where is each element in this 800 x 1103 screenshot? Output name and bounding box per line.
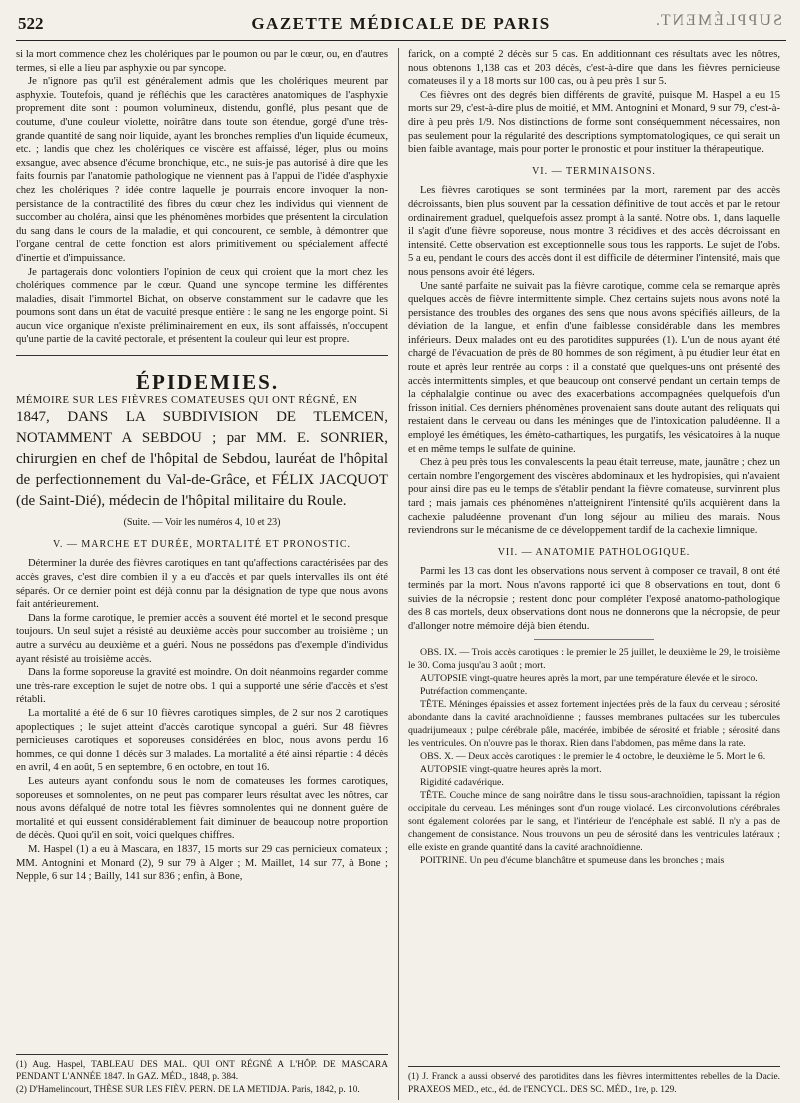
observation: AUTOPSIE vingt-quatre heures après la mort, par une température élevée et le siroco. bbox=[420, 673, 758, 685]
page-number: 522 bbox=[18, 14, 44, 33]
paragraph: Une santé parfaite ne suivait pas la fièvre carotique, comme cela se remarque après quelques accès de fièvre intermittente simple. Chez certains sujets nous avons noté la persistance des troubles des organes des sens que nous avons spécifiés ailleurs, de la déviation de la langue, et enfin d'une faiblesse considérable dans les membres inférieurs. Deux malades ont eu des parotidites suppurées (1). L'un de nous ayant été chargé de l'évacuation de près de 80 hommes de son régiment, à pu étudier leur état en route et après leur rentrée au corps : il a constaté que quelques-uns ont présenté des accès intermittents simples, et que beaucoup ont conservé pendant un certain temps de la céphalalgie continue ou avec des exacerbations accompagnées quelquefois d'un frisson initial. Ces derniers phénomènes provenaient sans doute autant des reliquats qui restaient dans le cerveau ou dans les méninges que de l'intoxication paludéenne. Il a employé les émétiques, les émèto-cathartiques, les purgatifs, les vésicatoires à la nuque et en même temps le sulfate de quinine. bbox=[408, 280, 780, 455]
bleed-through-text: SUPPLÉMENT. bbox=[654, 12, 782, 29]
paragraph: Parmi les 13 cas dont les observations nous servent à composer ce travail, 8 ont été terminés par la mort. Nous n'avons rapporté ici que 8 observations en tout, dont 6 suivies de la nécropsie ; restent donc pour compléter l'exposé anatomo-pathologique des 8 cas mortels, deux observations dont nous ne donnerons que la nécropsie, de peur d'allonger notre mémoire déjà bien étendu. bbox=[408, 566, 780, 632]
paragraph: Les fièvres carotiques se sont terminées par la mort, rarement par des accès décroissants, bien plus souvent par la cessation définitive de tout accès et par le retour ordinairement graduel, quelquefois assez prompt à la santé. Notre obs. 1, dans laquelle il s'agit d'une fièvre soporeuse, nous montre 3 récidives et des accès décroissant en intensité. Cette observation est exceptionnelle sous tous les rapports. Le sujet de l'obs. 5 a eu, pendant le cours des accès dont il est difficile de déterminer l'intensité, mais que nous pensons avoir été légers. bbox=[408, 185, 780, 278]
observation: OBS. IX. — Trois accès carotiques : le premier le 25 juillet, le deuxième le 29, le troisième le 30. Coma jusqu'au 3 août ; mort. bbox=[408, 647, 780, 672]
footnotes bbox=[16, 1054, 388, 1096]
article-title: MÉMOIRE SUR LES FIÈVRES COMATEUSES QUI ONT RÉGNÉ, EN bbox=[16, 394, 358, 406]
footnote: (1) Aug. Haspel, TABLEAU DES MAL. QUI ONT RÉGNÉ A L'HÔP. DE MASCARA PENDANT L'ANNÉE 1847. In GAZ. MÉD., 1848, p. 384. bbox=[16, 1059, 388, 1083]
right-column bbox=[408, 48, 780, 1100]
journal-title: GAZETTE MÉDICALE DE PARIS bbox=[251, 14, 551, 33]
continuation-note: (Suite. — Voir les numéros 4, 10 et 23) bbox=[123, 517, 281, 529]
paragraph: Je n'ignore pas qu'il est généralement admis que les cholériques meurent par asphyxie. Toutefois, quand je réfléchis que les caractères anatomiques de l'asphyxie proprement dite sont : poumon volumineux, distendu, gonflé, plus pesant que de coutume, d'une couleur violette, noirâtre dans toute son étendue, gorgé d'une très-grande quantité de sang noir liquide, ayant les bronches remplies d'un liquide écumeux, etc. ; landis que chez les cholériques ce viscère est affaissé, léger, plus ou moins exsangue, avec absence d'écume bronchique, etc., ne suis-je pas autorisé à dire que les faits fournis par l'anatomie pathologique ne viennent pas à l'appui de l'idée d'asphyxie chez les cholériques ? idée contre laquelle je pourrais encore invoquer la non-persistance de la contractilité des fibres du cœur chez les individus qui viennent de succomber au choléra, ainsi que les phénomènes morbides que présentent la circulation du sang dans le cours de la maladie, et qui concourent, ce semble, à démontrer que l'organe central de cette fonction est alors primitivement ou spécialement affecté d'inertie et d'impuissance. bbox=[16, 76, 388, 264]
paragraph: Je partagerais donc volontiers l'opinion de ceux qui croient que la mort chez les cholériques commence par le cœur. Quand une syncope termine les différentes maladies, disait l'immortel Bichat, on observe constamment sur le cadavre que les poumons sont dans un état de vacuité presque entière : le sang ne les engorge point. Si aucun vice organique n'existe préliminairement en eux, ils sont affaissés, n'occupent qu'une partie de la cavité pectorale, et présentent la couleur qui leur est propre. bbox=[16, 266, 388, 346]
paragraph: farick, on a compté 2 décès sur 5 cas. En additionnant ces résultats avec les nôtres, nous obtenons 1,138 cas et 203 décès, c'est-à-dire que dans les fièvres pernicieuse comateuses il y a 18 morts sur 100 cas, ou à peu près 1 sur 5. bbox=[408, 49, 780, 88]
observation: OBS. X. — Deux accès carotiques : le premier le 4 octobre, le deuxième le 5. Mort le 6. bbox=[420, 751, 766, 763]
paragraph: Chez à peu près tous les convalescents la peau était terreuse, mate, jaunâtre ; chez un certain nombre l'engorgement des viscères abdominaux et les hydropisies, qui n'avaient pour ainsi dire pas eu le temps de s'établir pendant la fièvre comateuse, survinrent plus tard ; mais jamais ces phénomènes n'atteignirent l'intensité qu'ils acquièrent dans la cachexie paludéenne provenant d'un long séjour au milieu des marais. Nous reviendrons sur le mécanisme de ce développement tardif de la cachexie limnique. bbox=[408, 457, 780, 537]
subsection-heading: VI. — TERMINAISONS. bbox=[532, 165, 656, 177]
paragraph: Ces fièvres ont des degrés bien différents de gravité, puisque M. Haspel a eu 15 morts sur 29, c'est-à-dire plus de moitié, et MM. Antognini et Monard, 9 sur 79, c'est-à-dire à peu près 1/9. Nos distinctions de forme sont conséquemment nécessaires, non pas seulement pour la régularité des descriptions symptomatologiques, ce qui serait un bien faible avantage, mais pour porter le pronostic et pour instituer la thérapeutique. bbox=[408, 89, 780, 156]
article-byline: 1847, DANS LA SUBDIVISION DE TLEMCEN, NOTAMMENT A SEBDOU ; par MM. E. SONRIER, chirurgien en chef de l'hôpital de Sebdou, lauréat de l'hôpital de perfectionnement du Val-de-Grâce, et FÉLIX JACQUOT (de Saint-Dié), médecin de l'hôpital militaire du Roule. bbox=[16, 409, 388, 510]
paragraph: si la mort commence chez les cholériques par le poumon ou par le cœur, ou, en d'autres termes, si elle a lieu par asphyxie ou par syncope. bbox=[16, 49, 388, 74]
column-divider bbox=[398, 48, 399, 1100]
paragraph: Dans la forme carotique, le premier accès a souvent été mortel et le second presque toujours. Un seul sujet a résisté au deuxième accès pour succomber au troisième ; un autre a survécu au deuxième et a guéri. Nous ne possédons pas d'exemple d'individus ayant résisté au troisième accès. bbox=[16, 612, 388, 665]
footnote: (2) D'Hamelincourt, THÈSE SUR LES FIÈV. PERN. DE LA METIDJA. Paris, 1842, p. 10. bbox=[16, 1084, 360, 1095]
paragraph: Déterminer la durée des fièvres carotiques en tant qu'affections caractérisées par des accès graves, c'est dire combien il y a eu d'accès et par quels intervalles ils ont été séparés. Or ce dernier point est déjà connu par la désignation de type que nous avons fait antérieurement. bbox=[16, 558, 388, 611]
section-title: ÉPIDEMIES. bbox=[136, 370, 280, 395]
subsection-heading: VII. — ANATOMIE PATHOLOGIQUE. bbox=[497, 546, 691, 558]
subsection-heading: V. — MARCHE ET DURÉE, MORTALITÉ ET PRONOSTIC. bbox=[52, 538, 352, 550]
columns bbox=[16, 48, 786, 1100]
footnote: (1) J. Franck a aussi observé des parotidites dans les fièvres intermittentes rebelles de la Dacie. PRAXEOS MED., etc., éd. de l'ENCYCL. DES SC. MÉD., 1re, p. 129. bbox=[408, 1072, 780, 1095]
paragraph: La mortalité a été de 6 sur 10 fièvres carotiques simples, de 2 sur nos 2 carotiques apoplectiques ; le sujet atteint d'accès carotique syncopal a guéri. Sur 48 fièvres pernicieuses carotiques et soporeuses considérées en bloc, nous avons perdu 16 hommes, ce qui donne 1 décès sur 3 malades. La mortalité a été ainsi répartie : 4 décès en avril, 4 en août, 5 en septembre, 6 en octobre, en tout 16. bbox=[16, 707, 388, 774]
observation: AUTOPSIE vingt-quatre heures après la mort. bbox=[420, 764, 602, 776]
page-header bbox=[16, 10, 786, 41]
observation: Rigidité cadavérique. bbox=[420, 777, 504, 789]
section-rule bbox=[16, 355, 388, 356]
footnotes bbox=[408, 1066, 780, 1096]
observation: TÊTE. Méninges épaissies et assez fortement injectées près de la faux du cerveau ; sérosité abondante dans la cavité arachnoïdienne ; fausses membranes pultacées sur les tubercules quadrijumeaux ; pulpe cérébrale pâle, macérée, imbibée de sérosité et friable ; sérosité dans les ventricules. On n'ouvre pas le thorax. Rien dans l'abdomen, pas même dans la rate. bbox=[408, 699, 780, 750]
newspaper-page bbox=[16, 10, 786, 1100]
paragraph: Les auteurs ayant confondu sous le nom de comateuses les formes carotiques, soporeuses et somnolentes, on ne peut pas comparer leurs résultat avec les nôtres, car nous avons défalqué de notre total les fièvres somnolentes qui ne donnent guère de mortalité et qui eussent considérablement fait diminuer de beaucoup notre proportion de décès. Quoi qu'il en soit, voici quelques chiffres. bbox=[16, 775, 388, 842]
left-column bbox=[16, 48, 388, 1100]
paragraph: M. Haspel (1) a eu à Mascara, en 1837, 15 morts sur 29 cas pernicieux comateux ; MM. Antognini et Monard (2), 9 sur 79 à Alger ; M. Maillet, 14 sur 77, à Bone ; Nepple, 6 sur 14 ; Bailly, 141 sur 836 ; enfin, à Bone, bbox=[16, 843, 388, 883]
observation: POITRINE. Un peu d'écume blanchâtre et spumeuse dans les bronches ; mais bbox=[420, 855, 725, 867]
paragraph: Dans la forme soporeuse la gravité est moindre. On doit néanmoins regarder comme une très-rare exception le sujet de notre obs. 1 qui a supporté une série d'accès et s'est rétabli. bbox=[16, 667, 388, 706]
divider-rule bbox=[534, 639, 654, 640]
observation: Putréfaction commençante. bbox=[420, 686, 528, 698]
observation: TÊTE. Couche mince de sang noirâtre dans le tissu sous-arachnoïdien, tapissant la région occipitale du cerveau. Les méninges sont d'un rouge violacé. Les circonvolutions cérébrales sont également colorées par le sang, et l'intérieur de l'encéphale est sablé. Il n'y a pas de changement de consistance. Nous trouvons un peu de sérosité dans les ventricules latéraux ; elle existe en grande quantité dans la cavité arachnoïdienne. bbox=[408, 790, 780, 854]
